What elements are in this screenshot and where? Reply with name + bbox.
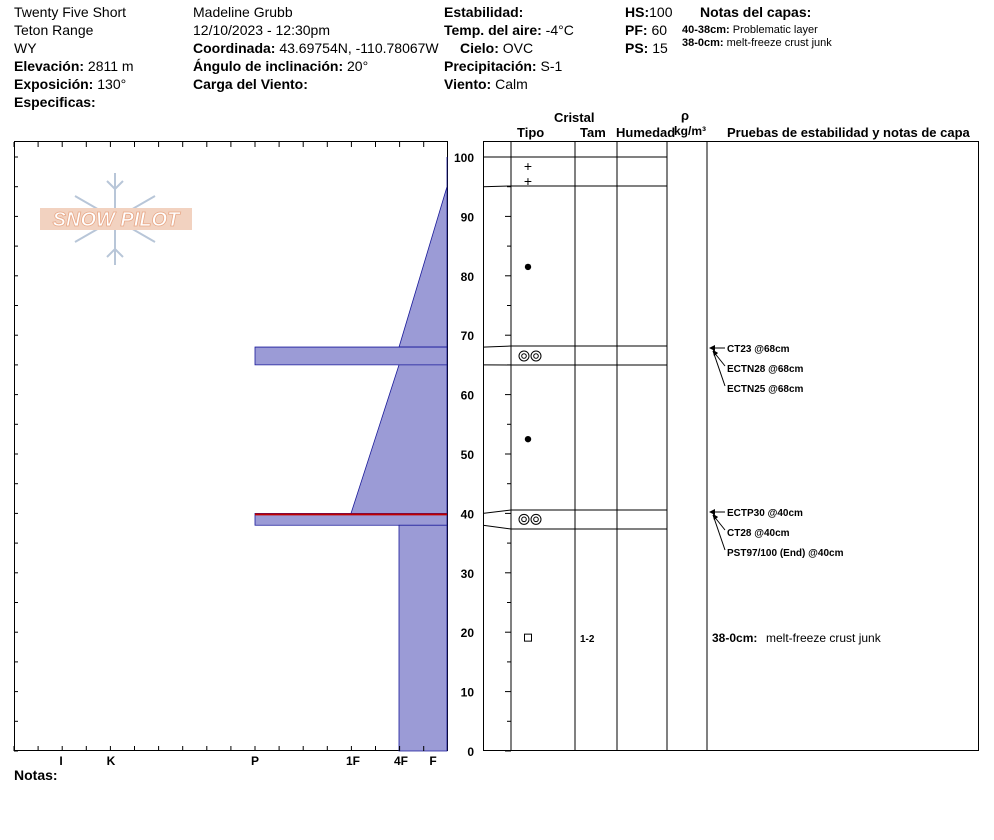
layer-boundary-connector [483,525,511,529]
coord-label: Coordinada: [193,40,276,56]
stability-test-1: CT23 @68cm [727,344,790,355]
rounded-grain-icon-inner [522,354,527,359]
hardness-layer-3 [255,347,447,365]
depth-label-8: 70 [460,329,474,344]
precip-value: S-1 [540,58,563,74]
layer-note-1-depth: 40-38cm: [682,24,730,36]
wind-value: Calm [495,76,528,92]
aspect-label: Exposición: [14,76,94,92]
pf-value: 60 [651,22,668,38]
layer-notes-title: Notas del capas: [700,4,812,20]
hardness-layer-6 [399,525,447,751]
hs-value: 100 [649,4,673,20]
density-unit-header: kg/m³ [674,124,707,138]
air-temp-label: Temp. del aire: [444,22,542,38]
rounded-grain-icon [519,351,529,361]
rounded-grain-icon [519,514,529,524]
depth-label-6: 50 [460,448,474,462]
layer-comment-text-1: melt-freeze crust junk [766,631,881,646]
slope-value: 20° [347,58,369,74]
depth-label-1: 0 [467,745,474,759]
test-pointer-line [713,351,725,386]
elevation-label: Elevación: [14,58,85,74]
type-header: Tipo [517,125,545,140]
profile-table-frame [484,142,979,751]
hardness-layer-2 [399,187,447,347]
state-name: WY [14,40,37,56]
ps-label: PS: [625,40,649,56]
depth-label-10: 90 [460,210,474,225]
faceted-grain-icon [525,634,532,641]
tests-header: Pruebas de estabilidad y notas de capa [727,125,970,140]
stability-test-3: ECTN25 @68cm [727,384,804,395]
hardness-layer-4 [351,365,447,514]
crystal-header: Cristal [554,110,595,125]
pf-label: PF: [625,22,648,38]
new-snow-icon-2: + [523,172,533,189]
size-header: Tam [580,125,606,140]
stability-test-2: ECTN28 @68cm [727,364,804,375]
depth-label-3: 20 [460,626,474,641]
datetime: 12/10/2023 - 12:30pm [193,22,330,38]
x-tick-label-5: 4F [393,754,409,768]
observer-name: Madeline Grubb [193,4,293,20]
moisture-header: Humedad [616,125,676,140]
hs-label: HS: [625,4,650,20]
layer-boundary-connector [483,186,511,187]
test-arrow-icon [709,509,715,515]
precip-label: Precipitación: [444,58,537,74]
x-tick-label-3: P [250,754,260,768]
layer-boundary-connector [483,346,511,347]
snowpilot-logo [40,173,192,265]
rho-header: ρ [681,108,690,123]
stability-test-3: PST97/100 (End) @40cm [727,548,844,559]
range-name: Teton Range [14,22,94,38]
layer-comment-depth-1: 38-0cm: [712,631,758,646]
aspect-value: 130° [97,76,127,92]
layer-note-2-text: melt-freeze crust junk [726,37,832,49]
slope-label: Ángulo de inclinación: [193,58,344,74]
rounded-grain-icon-inner [522,517,527,522]
wind-load-label: Carga del Viento: [193,76,308,92]
depth-label-11: 100 [453,151,474,165]
elevation-value: 2811 m [87,58,134,74]
graupel-dot-icon [525,436,531,442]
ps-value: 15 [652,40,668,56]
rounded-grain-icon [531,351,541,361]
test-arrow-icon [709,345,715,351]
rounded-grain-icon [531,514,541,524]
depth-label-4: 30 [460,566,474,581]
specifics-label: Especificas: [14,94,96,110]
rounded-grain-icon-inner [534,517,539,522]
coord-value: 43.69754N, -110.78067W [279,40,439,56]
stability-test-1: ECTP30 @40cm [727,508,803,519]
depth-label-9: 80 [460,269,474,284]
x-tick-label-1: I [59,754,63,768]
new-snow-icon-1: + [523,157,533,174]
rounded-grain-icon-inner [534,354,539,359]
x-tick-label-6: F [429,754,437,768]
stability-test-2: CT28 @40cm [727,528,790,539]
graupel-dot-icon [525,264,531,270]
depth-label-5: 40 [460,507,474,522]
sky-label: Cielo: [460,40,499,56]
x-tick-label-4: 1F [345,754,361,768]
layer-note-2-depth: 38-0cm: [682,37,724,49]
grain-size-7: 1-2 [580,634,595,646]
layer-note-1-text: Problematic layer [732,24,818,36]
test-arrow-icon [713,350,718,356]
logo-text: SNOW PILOT [52,209,180,231]
test-arrow-icon [713,514,718,520]
layer-boundary-connector [483,510,511,513]
depth-label-2: 10 [460,685,474,700]
test-pointer-line [713,515,725,550]
wind-label: Viento: [444,76,492,92]
location-name: Twenty Five Short [14,4,127,20]
stability-label: Estabilidad: [444,4,524,20]
air-temp-value: -4°C [545,22,574,38]
depth-label-7: 60 [460,388,474,403]
notes-label: Notas: [14,767,58,783]
x-tick-label-2: K [106,754,116,768]
sky-value: OVC [502,40,534,56]
